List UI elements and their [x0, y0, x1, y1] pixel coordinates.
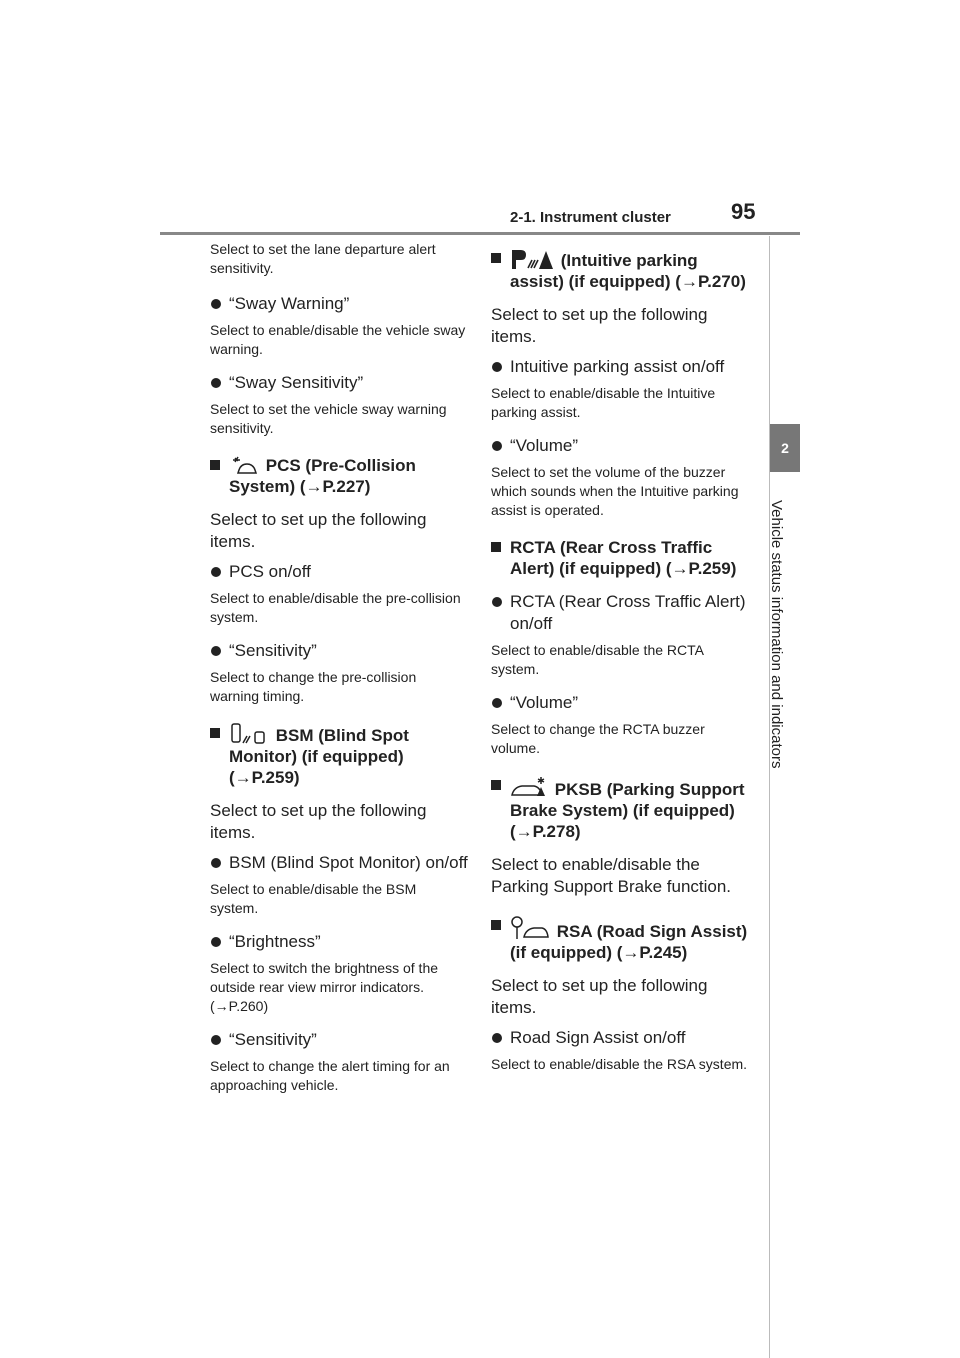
pksb-icon: [510, 775, 548, 799]
rcta-page-ref[interactable]: P.259): [688, 559, 737, 578]
pcs-sensitivity-desc: Select to change the pre-collision warning timing.: [210, 669, 417, 704]
ref-arrow-icon: →: [515, 822, 533, 841]
brightness-page-ref[interactable]: P.260): [228, 998, 269, 1014]
ipa-onoff-item: Intuitive parking assist on/off: [491, 356, 749, 378]
brightness-item: “Brightness”: [210, 931, 468, 953]
road-sign-assist-icon: [510, 915, 550, 941]
rsa-onoff-desc: Select to enable/disable the RSA system.: [491, 1056, 748, 1072]
rsa-onoff-item: Road Sign Assist on/off: [491, 1027, 749, 1049]
side-rule: [769, 236, 770, 1358]
bsm-icon: [229, 723, 269, 745]
rcta-onoff-desc: Select to enable/disable the RCTA system.: [491, 642, 704, 677]
sway-sensitivity-item: “Sway Sensitivity”: [210, 372, 468, 394]
bsm-heading: [210, 723, 468, 788]
ref-arrow-icon: →: [622, 943, 640, 962]
pksb-heading: [491, 775, 749, 842]
rsa-heading-text: RSA (Road Sign Assist) (if equipped) (: [510, 922, 748, 962]
pksb-intro: Select to enable/disable the Parking Support Brake function.: [491, 855, 732, 896]
rcta-volume-desc: Select to change the RCTA buzzer volume.: [491, 721, 705, 756]
bsm-heading-text: BSM (Blind Spot Monitor) (if equipped) (: [229, 726, 409, 787]
rcta-onoff-item: RCTA (Rear Cross Traffic Alert) on/off: [491, 591, 749, 635]
brightness-desc-text: Select to switch the brightness of the outside rear view mirror indicators. (: [210, 960, 439, 1014]
bsm-onoff-item: BSM (Blind Spot Monitor) on/off: [210, 852, 468, 874]
heading-square-icon: [491, 780, 501, 790]
pksb-page-ref[interactable]: P.278): [532, 822, 581, 841]
sway-warning-item: “Sway Warning”: [210, 293, 468, 315]
pcs-page-ref[interactable]: P.227): [322, 477, 371, 496]
ref-arrow-icon: →: [671, 559, 689, 578]
pcs-sensitivity-item: “Sensitivity”: [210, 640, 468, 662]
pksb-heading-text: PKSB (Parking Support Brake System) (if equipped) (: [510, 780, 745, 841]
intuitive-parking-assist-icon: [510, 248, 554, 270]
heading-square-icon: [210, 460, 220, 470]
ipa-page-ref[interactable]: P.270): [697, 272, 746, 291]
pcs-intro: Select to set up the following items.: [210, 510, 427, 551]
pcs-onoff-item: PCS on/off: [210, 561, 468, 583]
left-column: [210, 240, 468, 1095]
ref-arrow-icon: →: [214, 998, 229, 1014]
ref-arrow-icon: →: [234, 768, 252, 787]
heading-square-icon: [210, 728, 220, 738]
page-number: 95: [731, 199, 756, 224]
rcta-heading: [491, 537, 749, 579]
heading-square-icon: [491, 542, 501, 552]
rsa-page-ref[interactable]: P.245): [639, 943, 688, 962]
ipa-volume-desc: Select to set the volume of the buzzer which sounds when the Intuitive parking assist is operated.: [491, 464, 739, 518]
rcta-heading-text: RCTA (Rear Cross Traffic Alert) (if equipped) (: [510, 538, 713, 578]
ipa-onoff-desc: Select to enable/disable the Intuitive parking assist.: [491, 385, 716, 420]
chapter-label: Vehicle status information and indicators: [768, 500, 785, 769]
rcta-volume-item: “Volume”: [491, 692, 749, 714]
right-column: [491, 240, 749, 1074]
ref-arrow-icon: →: [680, 272, 698, 291]
ipa-volume-item: “Volume”: [491, 435, 749, 457]
pcs-heading-text: PCS (Pre-Collision System) (: [229, 456, 416, 496]
lane-departure-desc: Select to set the lane departure alert sensitivity.: [210, 241, 436, 276]
bsm-onoff-desc: Select to enable/disable the BSM system.: [210, 881, 417, 916]
chapter-tab[interactable]: 2: [770, 424, 800, 472]
rsa-intro: Select to set up the following items.: [491, 976, 708, 1017]
ipa-intro: Select to set up the following items.: [491, 305, 708, 346]
heading-square-icon: [491, 253, 501, 263]
header-title: 2-1. Instrument cluster: [510, 209, 671, 226]
sway-sensitivity-desc: Select to set the vehicle sway warning sensitivity.: [210, 401, 447, 436]
sway-warning-desc: Select to enable/disable the vehicle sway warning.: [210, 322, 466, 357]
pcs-icon: [229, 455, 259, 475]
pcs-heading: [210, 455, 468, 497]
bsm-page-ref[interactable]: P.259): [251, 768, 300, 787]
bsm-sensitivity-item: “Sensitivity”: [210, 1029, 468, 1051]
pcs-onoff-desc: Select to enable/disable the pre-collision system.: [210, 590, 461, 625]
rsa-heading: [491, 915, 749, 963]
bsm-intro: Select to set up the following items.: [210, 801, 427, 842]
brightness-desc: [210, 959, 468, 1016]
ref-arrow-icon: →: [305, 477, 323, 496]
ipa-heading: [491, 248, 749, 292]
bsm-sensitivity-desc: Select to change the alert timing for an approaching vehicle.: [210, 1058, 450, 1093]
header-rule: [160, 232, 800, 235]
heading-square-icon: [491, 920, 501, 930]
ipa-heading-text: (Intuitive parking assist) (if equipped) (: [510, 251, 698, 291]
